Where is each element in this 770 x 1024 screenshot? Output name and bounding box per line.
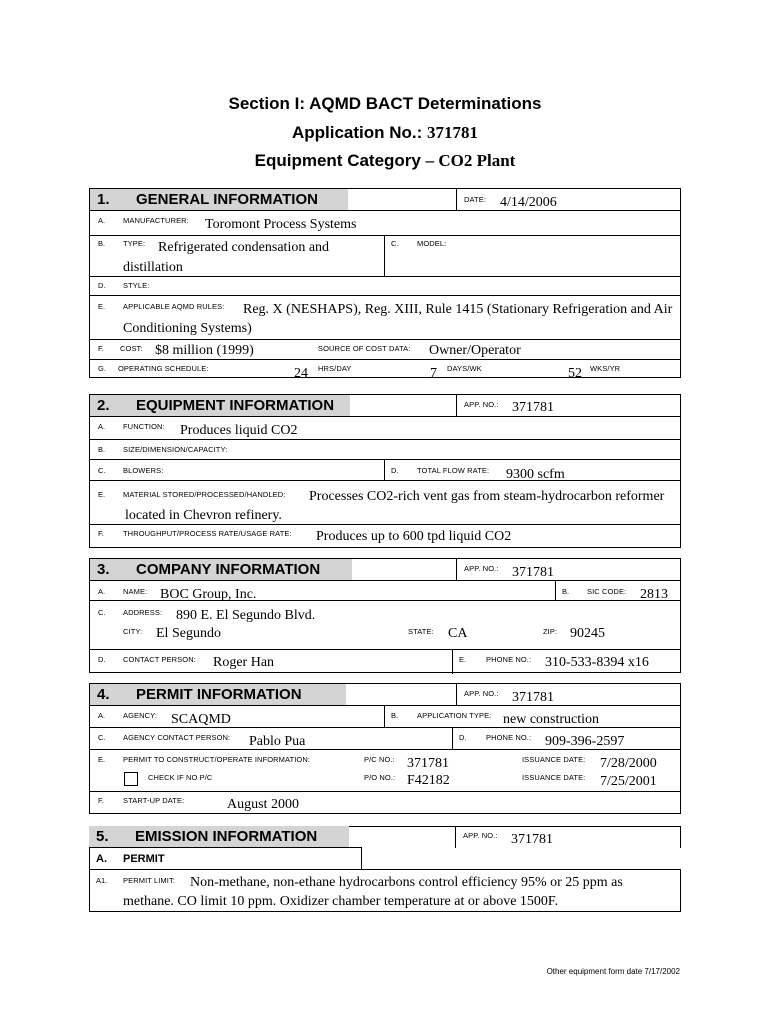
date-label: DATE: <box>464 195 487 204</box>
row-name <box>90 580 680 581</box>
permit-limit-row <box>89 869 681 912</box>
date-value: 4/14/2006 <box>500 195 557 210</box>
agency-label: AGENCY: <box>123 711 158 720</box>
divider <box>384 235 385 276</box>
cost-label: COST: <box>120 344 143 353</box>
letter-a: A. <box>98 587 106 596</box>
material-value: Processes CO2-rich vent gas from steam-hydrocarbon reformer located in Chevron refinery. <box>125 489 665 523</box>
startup-date-value: August 2000 <box>227 797 299 812</box>
letter-d: D. <box>459 733 467 742</box>
permit-limit-label: PERMIT LIMIT: <box>123 876 176 885</box>
hours-label: HRS/DAY <box>318 364 352 373</box>
letter-c: C. <box>98 733 106 742</box>
section-2-header <box>90 395 350 417</box>
zip-label: ZIP: <box>543 627 558 636</box>
zip-value: 90245 <box>570 626 605 641</box>
app-no-value: 371781 <box>512 400 554 415</box>
agency-phone-label: PHONE NO.: <box>486 733 532 742</box>
agency-contact-value: Pablo Pua <box>249 734 306 749</box>
divider <box>555 580 556 600</box>
state-label: STATE: <box>408 627 434 636</box>
row-agency-contact <box>90 727 680 728</box>
divider <box>456 684 457 705</box>
application-type-value: new construction <box>503 712 600 727</box>
app-no-label: APP. NO.: <box>464 564 499 573</box>
section-5-header <box>89 826 349 848</box>
section-5-number: 5. <box>96 828 109 845</box>
divider <box>456 189 457 210</box>
row-style <box>90 276 680 277</box>
pc-number-label: P/C NO.: <box>364 755 395 764</box>
divider <box>384 705 385 727</box>
type-label: TYPE: <box>123 239 146 248</box>
letter-b: B. <box>391 711 399 720</box>
letter-a1: A1. <box>96 876 108 885</box>
issuance-date-value-1: 7/28/2000 <box>600 756 657 771</box>
function-label: FUNCTION: <box>123 422 165 431</box>
letter-e: E. <box>98 755 106 764</box>
row-cost <box>90 339 680 340</box>
letter-a: A. <box>98 711 106 720</box>
row-rules <box>90 295 680 296</box>
material-label: MATERIAL STORED/PROCESSED/HANDLED: <box>123 490 286 499</box>
letter-c: C. <box>98 466 106 475</box>
throughput-label: THROUGHPUT/PROCESS RATE/USAGE RATE: <box>123 529 292 538</box>
startup-date-label: START-UP DATE: <box>123 796 185 805</box>
po-number-value: F42182 <box>407 773 450 788</box>
phone-label: PHONE NO.: <box>486 655 532 664</box>
letter-g: G. <box>98 364 106 373</box>
state-value: CA <box>448 626 468 641</box>
letter-e: E. <box>459 655 467 664</box>
divider <box>452 649 453 674</box>
app-no-label: APP. NO.: <box>464 689 499 698</box>
section-4-header <box>90 684 346 706</box>
address-label: ADDRESS: <box>123 608 163 617</box>
flow-rate-value: 9300 scfm <box>506 467 565 482</box>
equipment-category-label: Equipment Category <box>254 151 421 170</box>
app-no-value: 371781 <box>511 832 553 847</box>
row-material <box>90 480 680 481</box>
sic-code-value: 2813 <box>640 587 668 602</box>
form-date-footer: Other equipment form date 7/17/2002 <box>546 967 680 976</box>
letter-a: A. <box>98 422 106 431</box>
model-label: MODEL: <box>417 239 447 248</box>
source-label: SOURCE OF COST DATA: <box>318 344 411 353</box>
city-label: CITY: <box>123 627 143 636</box>
letter-d: D. <box>98 655 106 664</box>
section-4-title: PERMIT INFORMATION <box>136 686 302 703</box>
section-1-title: GENERAL INFORMATION <box>136 191 318 208</box>
company-name-value: BOC Group, Inc. <box>160 587 257 602</box>
agency-phone-value: 909-396-2597 <box>545 734 625 749</box>
weeks-value: 52 <box>568 366 582 381</box>
phone-value: 310-533-8394 x16 <box>545 655 649 670</box>
app-no-label: APP. NO.: <box>463 831 498 840</box>
row-permit <box>90 749 680 750</box>
section-title: Section I: AQMD BACT Determinations <box>228 94 542 113</box>
section-3-title: COMPANY INFORMATION <box>136 561 321 578</box>
company-information-section <box>89 558 681 673</box>
divider <box>456 395 457 416</box>
divider <box>456 559 457 580</box>
section-2-number: 2. <box>97 397 110 414</box>
agency-value: SCAQMD <box>171 712 231 727</box>
contact-person-label: CONTACT PERSON: <box>123 655 196 664</box>
letter-f: F. <box>98 529 104 538</box>
row-blowers <box>90 459 680 460</box>
row-schedule <box>90 359 680 360</box>
no-pc-checkbox[interactable] <box>124 772 138 786</box>
letter-e: E. <box>98 490 106 499</box>
equipment-information-section <box>89 394 681 548</box>
row-address <box>90 600 680 601</box>
section-5-title: EMISSION INFORMATION <box>135 828 318 845</box>
row-manufacturer <box>90 210 680 211</box>
days-value: 7 <box>430 366 437 381</box>
row-agency <box>90 705 680 706</box>
weeks-label: WKS/YR <box>590 364 621 373</box>
row-startup <box>90 791 680 792</box>
source-value: Owner/Operator <box>429 343 521 358</box>
no-pc-checkbox-label: CHECK IF NO P/C <box>148 773 213 782</box>
divider <box>452 727 453 749</box>
section-1-number: 1. <box>97 191 110 208</box>
app-no-value: 371781 <box>512 565 554 580</box>
section-4-number: 4. <box>97 686 110 703</box>
row-contact <box>90 649 680 650</box>
contact-person-value: Roger Han <box>213 655 275 670</box>
permit-subheader <box>89 847 362 870</box>
manufacturer-label: MANUFACTURER: <box>123 216 189 225</box>
section-1-header <box>90 189 348 211</box>
letter-c: C. <box>391 239 399 248</box>
general-information-section <box>89 188 681 381</box>
letter-f: F. <box>98 344 104 353</box>
schedule-label: OPERATING SCHEDULE: <box>118 364 209 373</box>
letter-c: C. <box>98 608 106 617</box>
letter-f: F. <box>98 796 104 805</box>
company-name-label: NAME: <box>123 587 148 596</box>
letter-a: A. <box>96 853 107 865</box>
divider <box>384 459 385 480</box>
application-number-label: Application No.: <box>291 123 423 142</box>
issuance-date-label-1: ISSUANCE DATE: <box>522 755 586 764</box>
blowers-label: BLOWERS: <box>123 466 164 475</box>
type-value: Refrigerated condensation and distillation <box>123 240 330 275</box>
permit-limit-value: Non-methane, non-ethane hydrocarbons control efficiency 95% or 25 ppm as methane. CO limit 10 ppm. Oxidizer chamber temperature at or above 1500F. <box>123 875 623 909</box>
application-number-line <box>0 123 770 143</box>
row-size <box>90 439 680 440</box>
app-no-label: APP. NO.: <box>464 400 499 409</box>
agency-contact-label: AGENCY CONTACT PERSON: <box>123 733 231 742</box>
rules-value: Reg. X (NESHAPS), Reg. XIII, Rule 1415 (Stationary Refrigeration and Air Conditioning Systems) <box>123 302 673 336</box>
section-3-header <box>90 559 352 581</box>
issuance-date-value-2: 7/25/2001 <box>600 774 657 789</box>
section-3-number: 3. <box>97 561 110 578</box>
sic-code-label: SIC CODE: <box>587 587 627 596</box>
permit-subheader-label: PERMIT <box>123 853 165 865</box>
days-label: DAYS/WK <box>447 364 482 373</box>
hours-value: 24 <box>294 366 308 381</box>
letter-d: D. <box>391 466 399 475</box>
letter-b: B. <box>98 445 106 454</box>
permit-information-section <box>89 683 681 814</box>
section-2-title: EQUIPMENT INFORMATION <box>136 397 335 414</box>
issuance-date-label-2: ISSUANCE DATE: <box>522 773 586 782</box>
app-no-value: 371781 <box>512 690 554 705</box>
style-label: STYLE: <box>123 281 150 290</box>
manufacturer-value: Toromont Process Systems <box>205 217 357 232</box>
letter-e: E. <box>98 302 106 311</box>
flow-rate-label: TOTAL FLOW RATE: <box>417 466 490 475</box>
letter-b: B. <box>98 239 106 248</box>
size-label: SIZE/DIMENSION/CAPACITY: <box>123 445 228 454</box>
throughput-value: Produces up to 600 tpd liquid CO2 <box>316 529 512 544</box>
function-value: Produces liquid CO2 <box>180 423 298 438</box>
address-value: 890 E. El Segundo Blvd. <box>176 608 316 623</box>
city-value: El Segundo <box>156 626 221 641</box>
divider <box>455 826 456 848</box>
row-function <box>90 416 680 417</box>
po-number-label: P/O NO.: <box>364 773 396 782</box>
rules-label: APPLICABLE AQMD RULES: <box>123 302 225 311</box>
letter-b: B. <box>562 587 570 596</box>
pc-number-value: 371781 <box>407 756 449 771</box>
emission-information-section <box>89 826 681 912</box>
application-type-label: APPLICATION TYPE: <box>417 711 492 720</box>
permit-info-label: PERMIT TO CONSTRUCT/OPERATE INFORMATION: <box>123 755 311 764</box>
equipment-category-line <box>0 151 770 171</box>
row-throughput <box>90 524 680 525</box>
cost-value: $8 million (1999) <box>155 343 254 358</box>
application-number-value: 371781 <box>427 123 479 142</box>
letter-a: A. <box>98 216 106 225</box>
equipment-category-value: – CO2 Plant <box>425 151 516 170</box>
letter-d: D. <box>98 281 106 290</box>
row-type <box>90 235 680 236</box>
